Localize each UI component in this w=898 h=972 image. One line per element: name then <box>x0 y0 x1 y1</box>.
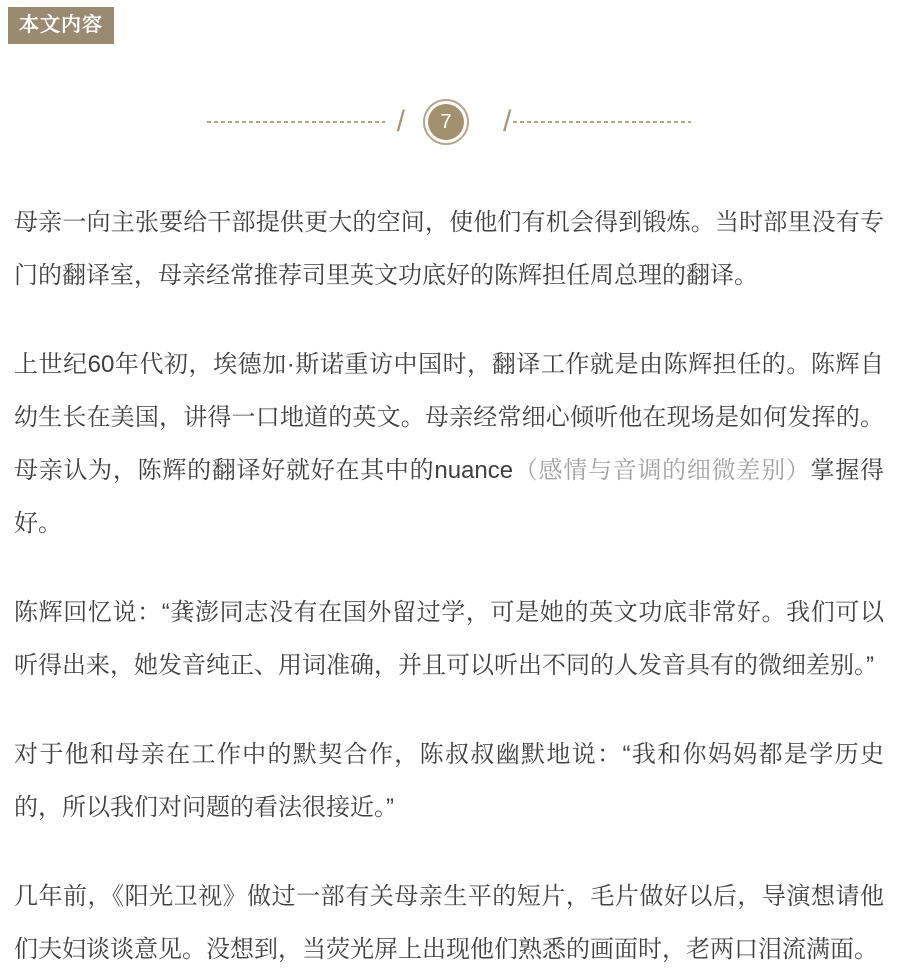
paragraph-4: 对于他和母亲在工作中的默契合作，陈叔叔幽默地说：“我和你妈妈都是学历史的，所以我们对问题的看法很接近。” <box>14 741 884 821</box>
paragraph-5: 几年前，《阳光卫视》做过一部有关母亲生平的短片，毛片做好以后，导演想请他们夫妇谈谈意见。没想到，当荧光屏上出现他们熟悉的画面时，老两口泪流满面。 <box>14 883 884 963</box>
section-divider <box>0 98 898 146</box>
paragraph-2-annotation: （感情与音调的细微差别） <box>513 457 811 484</box>
divider-slash-right-icon: / <box>503 105 512 138</box>
paragraph-2-main: 上世纪60年代初，埃德加·斯诺重访中国时，翻译工作就是由陈辉担任的。陈辉自幼生长在美国，讲得一口地道的英文。母亲经常细心倾听他在现场是如何发挥的。母亲认为，陈辉的翻译好就好在其中的nuance <box>14 351 884 484</box>
article-body <box>14 196 884 972</box>
divider-slash-left-icon: / <box>396 105 405 138</box>
paragraph-1: 母亲一向主张要给干部提供更大的空间，使他们有机会得到锻炼。当时部里没有专门的翻译室，母亲经常推荐司里英文功底好的陈辉担任周总理的翻译。 <box>14 209 884 289</box>
section-number-circle <box>423 99 469 145</box>
paragraph-2-tail: 掌握得好。 <box>14 457 884 537</box>
article-content-badge: 本文内容 <box>8 7 114 44</box>
divider-dash-right <box>513 121 691 123</box>
paragraph-3: 陈辉回忆说：“龚澎同志没有在国外留过学，可是她的英文功底非常好。我们可以听得出来，她发音纯正、用词准确，并且可以听出不同的人发音具有的微细差别。” <box>14 599 884 679</box>
paragraph-2 <box>14 338 884 550</box>
section-number: 7 <box>440 111 452 133</box>
divider-dash-left <box>207 121 385 123</box>
section-number-circle-fill <box>428 104 464 140</box>
